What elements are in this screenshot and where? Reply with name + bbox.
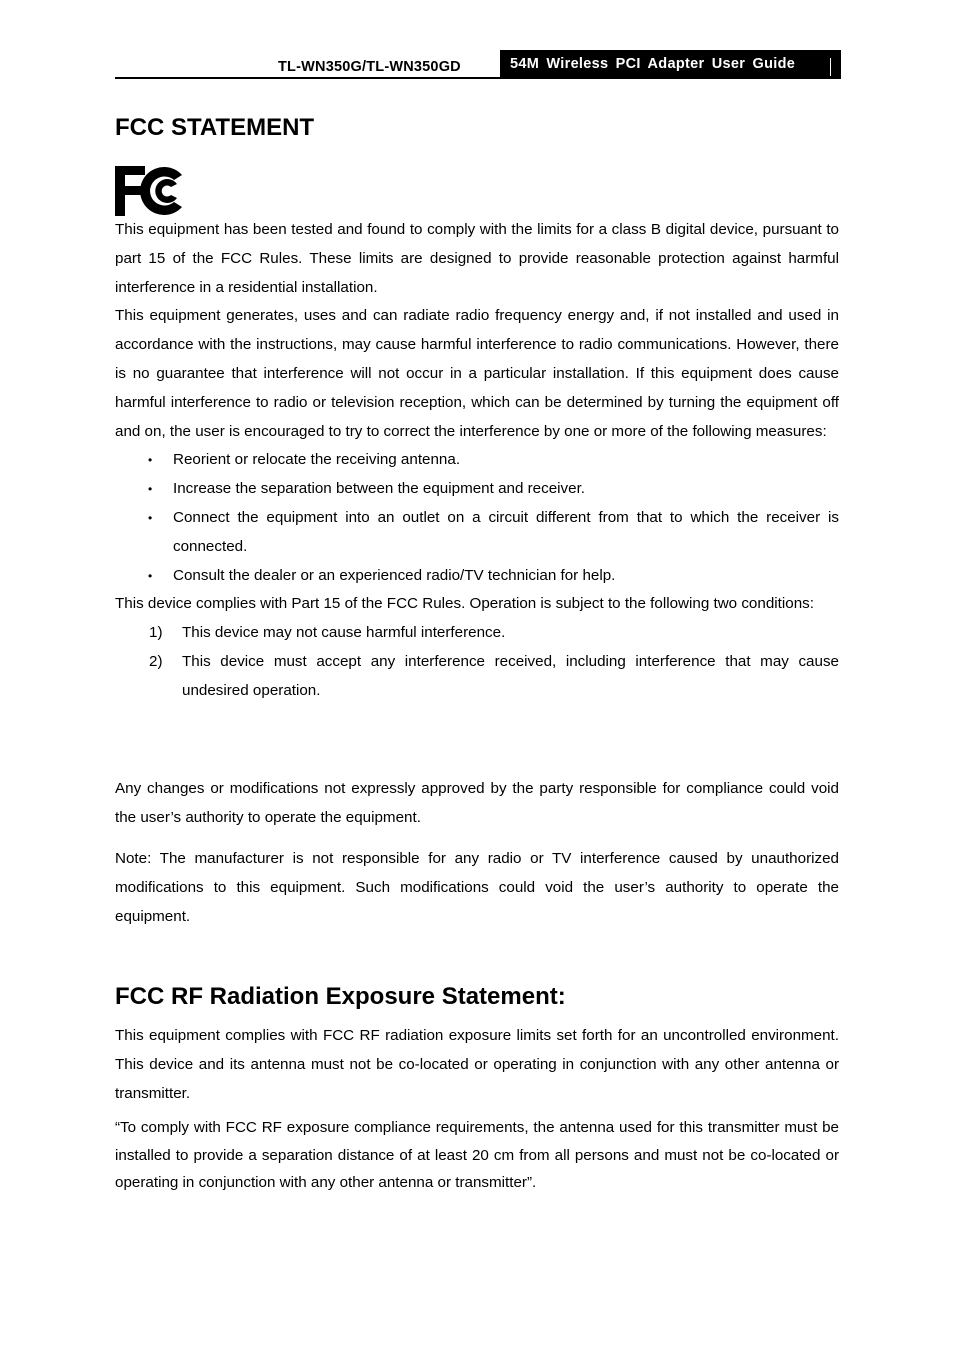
fcc-logo-icon (115, 166, 183, 216)
fcc-statement-heading: FCC STATEMENT (115, 114, 315, 141)
paragraph: “To comply with FCC RF exposure compliance requirements, the antenna used for this transmitter must be installed to provide a separation distance of at least 20 cm from all persons and must not be co-located or operating in conjunction with any other antenna or transmitter”. (115, 1119, 839, 1191)
list-item: 1) This device may not cause harmful interference. (149, 624, 506, 642)
paragraph: This equipment generates, uses and can radiate radio frequency energy and, if not installed and used in accordance with the instructions, may cause harmful interference to radio communications. However, there is no guarantee that interference will not occur in a particular installation. If this equipment does cause harmful interference to radio or television reception, which can be determined by turning the equipment off and on, the user is encouraged to try to correct the interference by one or more of the following measures: (115, 307, 839, 440)
list-item: • Connect the equipment into an outlet on a circuit different from that to which the receiver is connected. (173, 504, 839, 562)
measures-list (115, 446, 839, 590)
paragraph: Note: The manufacturer is not responsible for any radio or TV interference caused by unauthorized modifications to this equipment. Such modifications could void the user’s authority to operate the equipment. (115, 850, 839, 925)
page-header (115, 50, 841, 79)
conditions-list (115, 619, 839, 705)
fcc-statement-body (115, 216, 839, 706)
header-guide-title: 54M Wireless PCI Adapter User Guide (500, 50, 841, 79)
rf-exposure-heading: FCC RF Radiation Exposure Statement: (115, 983, 566, 1010)
paragraph: This equipment has been tested and found to comply with the limits for a class B digital device, pursuant to part 15 of the FCC Rules. These limits are designed to provide reasonable protection against harmful interference in a residential installation. (115, 221, 839, 296)
list-item: • Increase the separation between the equipment and receiver. (173, 475, 839, 504)
rf-compliance-body (115, 1114, 839, 1197)
note-paragraph-block (115, 845, 839, 931)
list-item: 2) This device must accept any interference received, including interference that may cause undesired operation. (149, 652, 839, 699)
header-model: TL-WN350G/TL-WN350GD (278, 59, 461, 75)
list-item: • Reorient or relocate the receiving antenna. (173, 446, 839, 475)
paragraph: This device complies with Part 15 of the FCC Rules. Operation is subject to the following two conditions: (115, 595, 814, 613)
changes-paragraph-block (115, 775, 839, 833)
paragraph: This equipment complies with FCC RF radiation exposure limits set forth for an uncontrolled environment. This device and its antenna must not be co-located or operating in conjunction with any other antenna or transmitter. (115, 1027, 839, 1102)
list-item: • Consult the dealer or an experienced radio/TV technician for help. (173, 562, 839, 591)
paragraph: Any changes or modifications not expressly approved by the party responsible for compliance could void the user’s authority to operate the equipment. (115, 780, 839, 826)
rf-exposure-body (115, 1022, 839, 1108)
